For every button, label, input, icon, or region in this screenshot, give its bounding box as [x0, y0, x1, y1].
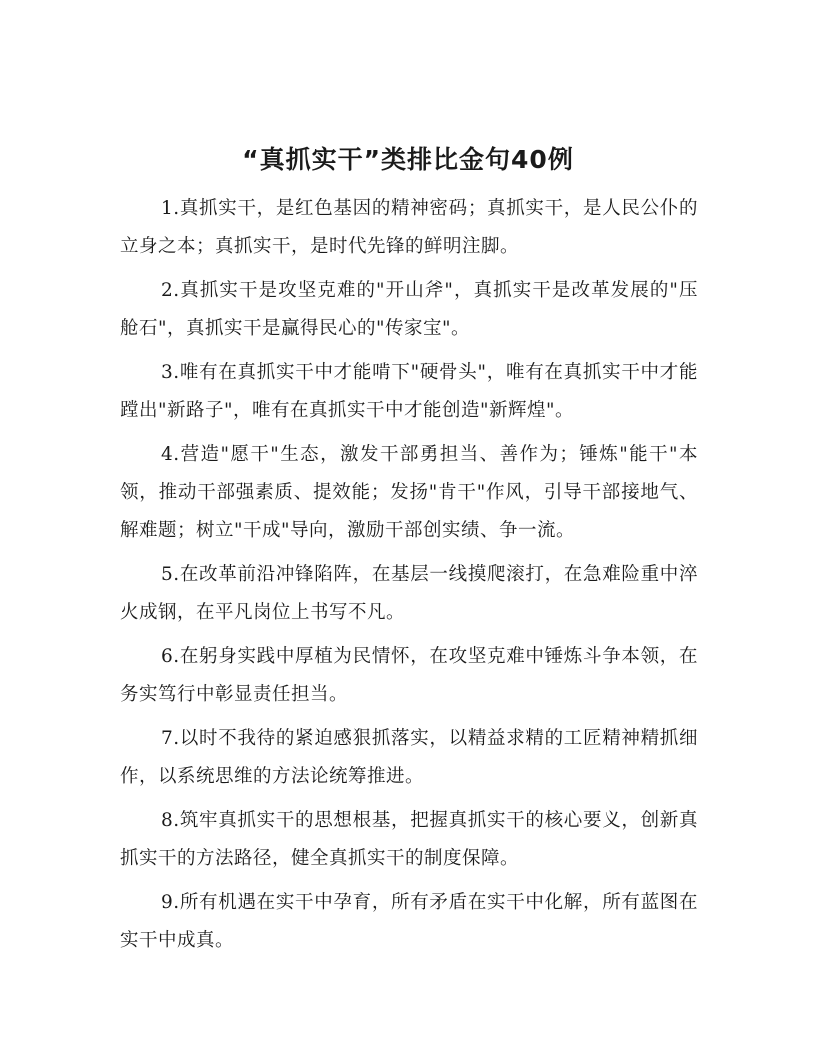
paragraph-1: 1.真抓实干，是红色基因的精神密码；真抓实干，是人民公仆的立身之本；真抓实干，是时代先锋的鲜明注脚。 — [120, 198, 698, 257]
paragraph-7: 7.以时不我待的紧迫感狠抓落实，以精益求精的工匠精神精抓细作，以系统思维的方法论统筹推进。 — [120, 728, 698, 787]
paragraph-4: 4.营造"愿干"生态，激发干部勇担当、善作为；锤炼"能干"本领，推动干部强素质、提效能；发扬"肯干"作风，引导干部接地气、解难题；树立"干成"导向，激励干部创实绩、争一流。 — [120, 444, 698, 541]
paragraph-5: 5.在改革前沿冲锋陷阵，在基层一线摸爬滚打，在急难险重中淬火成钢，在平凡岗位上书写不凡。 — [120, 564, 698, 623]
paragraph-2: 2.真抓实干是攻坚克难的"开山斧"，真抓实干是改革发展的"压舱石"，真抓实干是赢得民心的"传家宝"。 — [120, 280, 698, 339]
paragraph-9: 9.所有机遇在实干中孕育，所有矛盾在实干中化解，所有蓝图在实干中成真。 — [120, 892, 698, 951]
document-title: “真抓实干”类排比金句40例 — [242, 145, 574, 174]
paragraph-3: 3.唯有在真抓实干中才能啃下"硬骨头"，唯有在真抓实干中才能蹚出"新路子"，唯有在真抓实干中才能创造"新辉煌"。 — [120, 362, 698, 421]
paragraph-6: 6.在躬身实践中厚植为民情怀，在攻坚克难中锤炼斗争本领，在务实笃行中彰显责任担当。 — [120, 646, 698, 705]
document-body — [120, 190, 698, 966]
paragraph-8: 8.筑牢真抓实干的思想根基，把握真抓实干的核心要义，创新真抓实干的方法路径，健全真抓实干的制度保障。 — [120, 810, 698, 869]
